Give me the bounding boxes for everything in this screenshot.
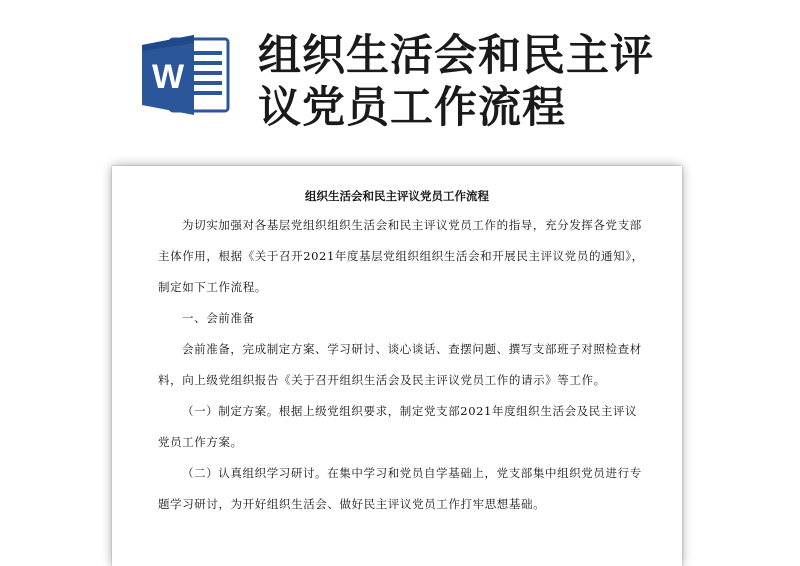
- banner-title-line-1: 组织生活会和民主评: [258, 31, 654, 81]
- document-page: [112, 166, 682, 566]
- banner-title: [258, 30, 778, 134]
- section-heading-preparation: 一、会前准备: [182, 311, 255, 325]
- document-title: 组织生活会和民主评议党员工作流程: [305, 189, 489, 203]
- paragraph-preparation: 会前准备，完成制定方案、学习研讨、谈心谈话、查摆问题、撰写支部班子对照检查材料，向上级党组织报告《关于召开组织生活会及民主评议党员工作的请示》等工作。: [158, 342, 642, 387]
- paragraph-intro: 为切实加强对各基层党组织组织生活会和民主评议党员工作的指导，充分发挥各党支部主体作用，根据《关于召开2021年度基层党组织组织生活会和开展民主评议党员的通知》，制定如下工作流程。: [158, 218, 644, 294]
- paragraph-plan: （一）制定方案。根据上级党组织要求，制定党支部2021年度组织生活会及民主评议党员工作方案。: [158, 404, 638, 449]
- banner-title-line-2: 议党员工作流程: [258, 83, 566, 133]
- banner: [0, 0, 800, 160]
- word-document-icon: [140, 33, 232, 117]
- paragraph-study: （二）认真组织学习研讨。在集中学习和党员自学基础上，党支部集中组织党员进行专题学习研讨，为开好组织生活会、做好民主评议党员工作打牢思想基础。: [158, 466, 642, 511]
- word-icon-letter: W: [151, 58, 185, 96]
